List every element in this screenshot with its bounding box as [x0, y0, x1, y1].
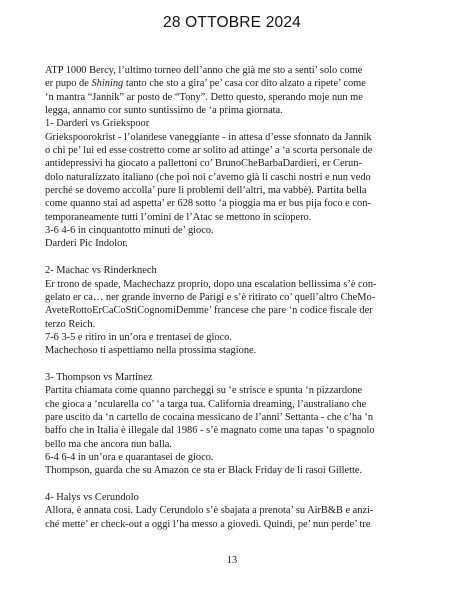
text-line: ‘n mantra “Jannik” ar posto de “Tony”. Detto questo, sperando moje nun me: [45, 91, 363, 103]
paragraph-gap: [45, 251, 423, 264]
text-line: terzo Reich.: [45, 318, 96, 330]
match-4-section: [45, 491, 423, 531]
match-score: 7-6 3-5 e ritiro in un’ora e trentasei de gioco.: [45, 331, 232, 343]
text-line: baffo che in Italia è illegale dal 1986 - s’è magnato come una tapas ‘o spagnolo: [45, 425, 375, 437]
match-score: 6-4 6-4 in un’ora e quarantasei de gioco.: [45, 451, 214, 463]
italic-title: Shining: [91, 78, 124, 90]
text-line: o chi pe’ lui ed esse costretto come ar solito ad attinge’ a ‘a scorta personale de: [45, 145, 373, 157]
text-line: antidepressivi ha giocato a pallettoni co’ BrunoCheBarbaDardieri, er Cerun-: [45, 158, 362, 170]
match-score: 3-6 4-6 in cinquantotto minuti de’ gioco.: [45, 225, 214, 237]
page-body: [45, 64, 423, 531]
text-line: perché se dovemo accolla’ pure li problemi dell’altri, ma vabbè). Partita bella: [45, 185, 367, 197]
text-line: dolo naturalizzato italiano (che poi noi c’avemo già li caschi nostri e nun vedo: [45, 171, 371, 183]
text-line: bello ma che ancora nun balla.: [45, 438, 172, 450]
match-heading: 1- Darderi vs Griekspoor: [45, 118, 150, 130]
paragraph-gap: [45, 478, 423, 491]
text-line: ché mette’ er check-out a oggi l’ha messo a giovedì. Quindi, pe’ nun perde’ tre: [45, 518, 371, 530]
match-award: Thompson, guarda che su Amazon ce sta er Black Friday de li rasoi Gillette.: [45, 465, 363, 477]
page-title: 28 OTTOBRE 2024: [163, 14, 301, 31]
match-heading: 4- Halys vs Cerundolo: [45, 492, 139, 503]
text-line: gelato er ca… ner grande inverno de Parigi e s’è ritirato co’ quell’altro CheMo-: [45, 291, 376, 303]
text-line: Er trono de spade, Machechazz proprio, dopo una escalation bellissima s’è con-: [45, 278, 377, 290]
match-heading: 2- Machac vs Rinderknech: [45, 265, 157, 277]
paragraph-gap: [45, 358, 423, 371]
match-1-section: [45, 117, 423, 250]
text-line: [45, 77, 423, 90]
text-line: come quanno stai ad aspetta’ er 628 sotto ‘a pioggia ma er bus pija foco e con-: [45, 198, 371, 210]
text-fragment: tanto che sto a gira’ pe’ casa cor dito alzato a ripete’ come: [123, 78, 366, 90]
match-award: Darderi Pic Indolor.: [45, 238, 128, 250]
text-line: Partita chiamata come quanno parcheggi su ‘e strisce e spunta ‘n pizzardone: [45, 385, 363, 397]
match-2-section: [45, 264, 423, 357]
match-award: Machechoso ti aspettiamo nella prossima stagione.: [45, 345, 257, 357]
page-number: 13: [226, 555, 238, 566]
text-line: legga, annamo cor sunto suntissimo de ‘a prima giornata.: [45, 105, 283, 117]
text-line: pare uscito da ‘n cartello de cocaina messicano de l’anni’ Settanta - che c’ha ‘n: [45, 411, 374, 423]
text-line: Allora, è annata così. Lady Cerundolo s’è sbajata a prenota’ su AirB&B e anzi-: [45, 505, 374, 517]
text-line: che gioca a ‘ncularella co’ ‘a targa tua. California dreaming, l’australiano che: [45, 398, 367, 410]
match-3-section: [45, 371, 423, 478]
text-line: AveteRottoErCaCoStiCognomiDemme’ francese che pare ‘n codice fiscale der: [45, 305, 373, 317]
text-line: temporaneamente tutti l’omini de l’Atac se mettono in sciopero.: [45, 211, 312, 223]
text-line: Griekspoorokrist - l’olandese vaneggiante - in attesa d’esse sfonnato da Jannik: [45, 131, 372, 143]
match-heading: 3- Thompson vs Martinez: [45, 371, 153, 383]
text-line: ATP 1000 Bercy, l’ultimo torneo dell’anno che già me sto a senti’ solo come: [45, 65, 363, 76]
text-fragment: er pupo de: [45, 78, 92, 90]
intro-paragraph: [45, 64, 423, 117]
